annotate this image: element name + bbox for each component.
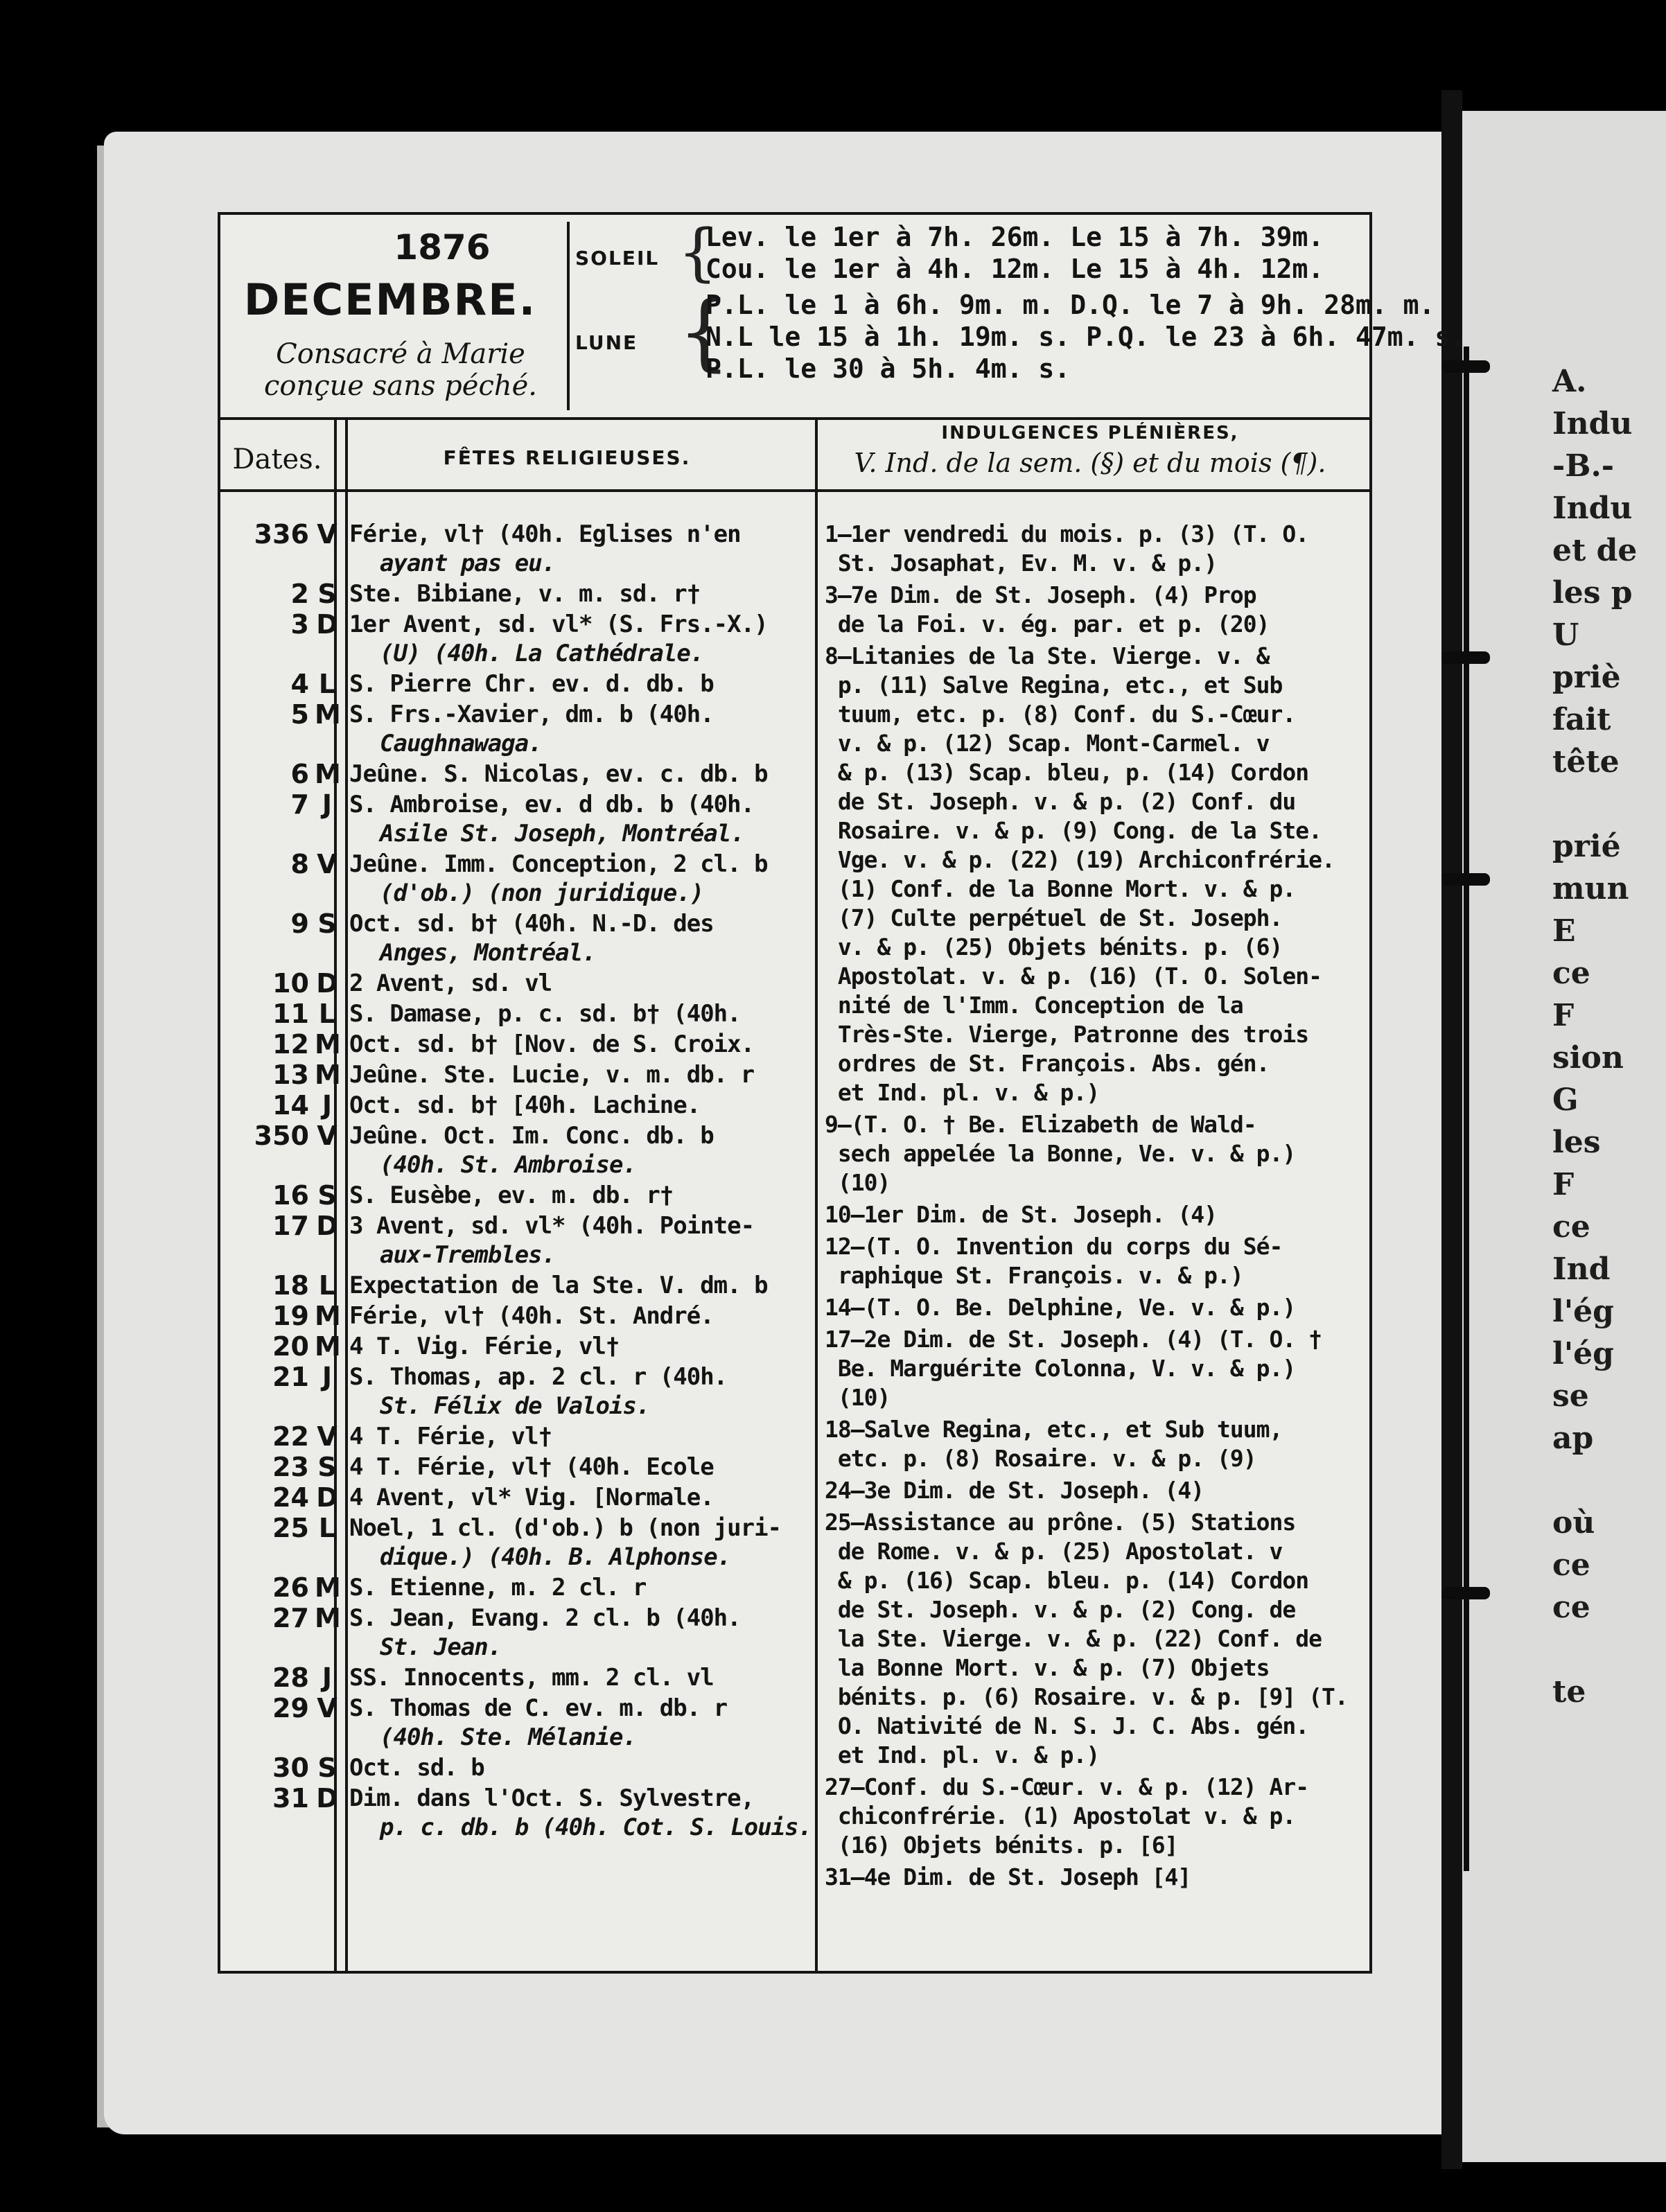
day-number: 13 <box>272 1060 309 1090</box>
day-number: 3 <box>290 609 309 640</box>
day-number: 336 <box>254 519 309 550</box>
soleil-line: Lev. le 1er à 7h. 26m. Le 15 à 7h. 39m. <box>705 222 1324 252</box>
weekday-letter: M <box>315 1301 341 1331</box>
weekday-letter: V <box>317 1121 337 1151</box>
feast-text: S. Pierre Chr. ev. d. db. b <box>349 670 714 698</box>
feast-text: Jeûne. Oct. Im. Conc. db. b <box>349 1122 714 1150</box>
day-number: 25 <box>272 1513 309 1543</box>
column-header-rule <box>220 489 1369 492</box>
weekday-letter: D <box>316 1783 338 1814</box>
indulgence-entry: 12—(T. O. Invention du corps du Sé- raphique St. François. v. & p.) <box>825 1233 1283 1289</box>
feast-text-continued: Asile St. Joseph, Montréal. <box>380 820 744 848</box>
feast-text: Jeûne. Imm. Conception, 2 cl. b <box>349 850 768 878</box>
lune-line: N.L le 15 à 1h. 19m. s. P.Q. le 23 à 6h. 47m. s. <box>705 322 1467 352</box>
feast-text: S. Jean, Evang. 2 cl. b (40h. <box>349 1604 741 1632</box>
feast-text: Oct. sd. b† [40h. Lachine. <box>349 1091 701 1119</box>
feast-text: 4 T. Férie, vl† <box>349 1423 552 1450</box>
binding-clip <box>1441 360 1490 373</box>
indulgence-entry: 25—Assistance au prône. (5) Stations de Rome. v. & p. (25) Apostolat. v & p. (16) Scap. bleu. p. (14) Cordon de St. Joseph. v. & p. (2) Cong. de la Ste. Vierge. v. & p. (22) Conf. de la Bonne Mort. v. & p. (7) Objets bénits. p. (6) Rosaire. v. & p. [9] (T. O. Nativité de N. S. J. C. Abs. gén. et Ind. pl. v. & p.) <box>825 1509 1348 1768</box>
feast-text: Jeûne. S. Nicolas, ev. c. db. b <box>349 760 768 788</box>
indulgence-entry: 27—Conf. du S.-Cœur. v. & p. (12) Ar- chiconfrérie. (1) Apostolat v. & p. (16) Objets bénits. p. [6] <box>825 1773 1309 1859</box>
month-title: DECEMBRE. <box>243 274 537 325</box>
day-number: 18 <box>272 1270 309 1301</box>
brace-icon: { <box>678 284 731 380</box>
day-number: 21 <box>272 1362 309 1392</box>
feast-text: S. Frs.-Xavier, dm. b (40h. <box>349 701 714 728</box>
day-number: 6 <box>290 759 309 789</box>
weekday-letter: M <box>315 1603 341 1633</box>
feast-text: S. Thomas de C. ev. m. db. r <box>349 1694 728 1722</box>
feast-text: S. Etienne, m. 2 cl. r <box>349 1574 647 1601</box>
day-number: 31 <box>272 1783 309 1814</box>
feast-text-continued: aux-Trembles. <box>380 1241 556 1269</box>
feast-text-continued: (40h. St. Ambroise. <box>380 1151 636 1179</box>
feast-text-continued: (d'ob.) (non juridique.) <box>380 879 704 907</box>
weekday-letter: J <box>322 1362 333 1392</box>
day-number: 26 <box>272 1572 309 1603</box>
month-dedication: Consacré à Marie conçue sans péché. <box>263 338 537 402</box>
feast-text: SS. Innocents, mm. 2 cl. vl <box>349 1664 714 1692</box>
feast-text-continued: (U) (40h. La Cathédrale. <box>380 640 704 667</box>
feast-text-continued: p. c. db. b (40h. Cot. S. Louis. <box>380 1814 812 1841</box>
weekday-letter: J <box>322 789 333 820</box>
binding-clip <box>1441 651 1490 664</box>
feast-text: 4 Avent, vl* Vig. [Normale. <box>349 1484 714 1511</box>
feast-text: S. Thomas, ap. 2 cl. r (40h. <box>349 1363 728 1391</box>
feast-text: 4 T. Vig. Férie, vl† <box>349 1333 620 1360</box>
lune-line: P.L. le 1 à 6h. 9m. m. D.Q. le 7 à 9h. 28m. m. <box>705 290 1435 320</box>
feast-text: 4 T. Férie, vl† (40h. Ecole <box>349 1453 714 1481</box>
weekday-letter: L <box>318 669 336 699</box>
indulgence-entry: 3—7e Dim. de St. Joseph. (4) Prop de la Foi. v. ég. par. et p. (20) <box>825 581 1270 638</box>
indulgences-column-header: INDULGENCES PLÉNIÈRES, <box>941 423 1239 444</box>
indulgence-entry: 9—(T. O. † Be. Elizabeth de Wald- sech appelée la Bonne, Ve. v. & p.) (10) <box>825 1111 1296 1196</box>
dates-column-header: Dates. <box>232 444 322 475</box>
day-number: 11 <box>272 999 309 1029</box>
weekday-letter: S <box>317 579 337 609</box>
feast-text: Oct. sd. b† (40h. N.-D. des <box>349 910 714 938</box>
binding-gutter <box>1441 90 1462 2169</box>
indulgence-entry: 31—4e Dim. de St. Joseph [4] <box>825 1863 1191 1890</box>
lune-label: LUNE <box>575 331 638 354</box>
day-number: 27 <box>272 1603 309 1633</box>
day-number: 23 <box>272 1452 309 1482</box>
feast-text: Férie, vl† (40h. Eglises n'en <box>349 520 741 548</box>
indulgence-entry: 10—1er Dim. de St. Joseph. (4) <box>825 1201 1218 1228</box>
column-divider <box>815 420 818 1971</box>
day-number: 10 <box>272 968 309 999</box>
feast-text-continued: Anges, Montréal. <box>380 939 596 967</box>
feast-text: 2 Avent, sd. vl <box>349 969 552 997</box>
indulgence-entry: 17—2e Dim. de St. Joseph. (4) (T. O. † Be. Marguérite Colonna, V. v. & p.) (10) <box>825 1326 1322 1411</box>
indulgence-entry: 8—Litanies de la Ste. Vierge. v. & p. (11) Salve Regina, etc., et Sub tuum, etc. p. (8) Conf. du S.-Cœur. v. & p. (12) Scap. Mont-Carmel. v & p. (13) Scap. bleu, p. (14) Cordon de St. Joseph. v. & p. (2) Conf. du Rosaire. v. & p. (9) Cong. de la Ste. Vge. v. & p. (22) (19) Archiconfrérie. (1) Conf. de la Bonne Mort. v. & p. (7) Culte perpétuel de St. Joseph. v. & p. (25) Objets bénits. p. (6) Apostolat. v. & p. (16) (T. O. Solen- nité de l'Imm. Conception de la Très-Ste. Vierge, Patronne des trois ordres de St. François. Abs. gén. et Ind. pl. v. & p.) <box>825 642 1335 1106</box>
day-number: 20 <box>272 1331 309 1362</box>
weekday-letter: S <box>317 1180 337 1211</box>
indulgence-entry: 24—3e Dim. de St. Joseph. (4) <box>825 1477 1204 1504</box>
indulgences-column-subheader: V. Ind. de la sem. (§) et du mois (¶). <box>854 448 1326 478</box>
binding-clip <box>1441 873 1490 886</box>
header-divider <box>567 222 570 410</box>
day-number: 22 <box>272 1421 309 1452</box>
weekday-letter: M <box>315 699 341 730</box>
calendar-header <box>220 215 1467 420</box>
day-number: 29 <box>272 1693 309 1723</box>
day-number: 8 <box>290 849 309 879</box>
day-number: 350 <box>254 1121 309 1151</box>
weekday-letter: M <box>315 1331 341 1362</box>
weekday-letter: V <box>317 849 337 879</box>
day-number: 19 <box>272 1301 309 1331</box>
weekday-letter: D <box>316 609 338 640</box>
feast-text-continued: Caughnawaga. <box>380 730 542 757</box>
weekday-letter: J <box>322 1090 333 1121</box>
weekday-letter: M <box>315 1572 341 1603</box>
indulgence-entry: 14—(T. O. Be. Delphine, Ve. v. & p.) <box>825 1294 1296 1321</box>
year: 1876 <box>394 227 491 267</box>
feast-text: 3 Avent, sd. vl* (40h. Pointe- <box>349 1212 755 1240</box>
day-number: 14 <box>272 1090 309 1121</box>
indulgence-entry: 1—1er vendredi du mois. p. (3) (T. O. St. Josaphat, Ev. M. v. & p.) <box>825 520 1309 577</box>
feast-text: Noel, 1 cl. (d'ob.) b (non juri- <box>349 1514 782 1542</box>
weekday-letter: V <box>317 519 337 550</box>
soleil-label: SOLEIL <box>575 247 660 270</box>
binding-clip <box>1441 1587 1490 1599</box>
weekday-letter: V <box>317 1421 337 1452</box>
day-number: 30 <box>272 1753 309 1783</box>
feast-text: Dim. dans l'Oct. S. Sylvestre, <box>349 1784 755 1812</box>
weekday-letter: M <box>315 1060 341 1090</box>
indulgence-list <box>825 520 1365 1895</box>
feast-text: Oct. sd. b <box>349 1754 484 1782</box>
weekday-letter: D <box>316 968 338 999</box>
feast-text-continued: (40h. Ste. Mélanie. <box>380 1723 636 1751</box>
weekday-letter: J <box>322 1662 333 1693</box>
weekday-letter: V <box>317 1693 337 1723</box>
binding-thread <box>1464 346 1469 1871</box>
weekday-letter: S <box>317 1753 337 1783</box>
weekday-letter: M <box>315 1029 341 1060</box>
day-number: 9 <box>290 909 309 939</box>
indulgence-entry: 18—Salve Regina, etc., et Sub tuum, etc. p. (8) Rosaire. v. & p. (9) <box>825 1416 1283 1472</box>
day-number: 17 <box>272 1211 309 1241</box>
feast-text: S. Damase, p. c. sd. b† (40h. <box>349 1000 741 1028</box>
fetes-column-header: FÊTES RELIGIEUSES. <box>443 446 691 469</box>
weekday-letter: M <box>315 759 341 789</box>
feast-text-continued: St. Jean. <box>380 1633 502 1661</box>
weekday-letter: L <box>318 999 336 1029</box>
column-divider <box>345 420 348 1971</box>
facing-page-text: A. Indu -B.- Indu et de les p U priè fait tête prié mun E ce F sion G les F ce Ind l'ég l'ég se ap où ce ce te <box>1552 364 1638 1710</box>
feast-text: Ste. Bibiane, v. m. sd. r† <box>349 580 701 608</box>
weekday-letter: L <box>318 1270 336 1301</box>
day-number: 5 <box>290 699 309 730</box>
feast-text-continued: ayant pas eu. <box>380 550 556 577</box>
day-number: 12 <box>272 1029 309 1060</box>
feast-text: S. Eusèbe, ev. m. db. r† <box>349 1182 674 1209</box>
soleil-line: Cou. le 1er à 4h. 12m. Le 15 à 4h. 12m. <box>705 254 1324 284</box>
feast-text: Expectation de la Ste. V. dm. b <box>349 1272 768 1299</box>
day-number: 28 <box>272 1662 309 1693</box>
calendar-frame <box>218 212 1467 1974</box>
weekday-letter: D <box>316 1482 338 1513</box>
weekday-letter: S <box>317 1452 337 1482</box>
day-number: 24 <box>272 1482 309 1513</box>
day-number: 2 <box>290 579 309 609</box>
feast-text: 1er Avent, sd. vl* (S. Frs.-X.) <box>349 611 768 638</box>
weekday-letter: S <box>317 909 337 939</box>
feast-text: Oct. sd. b† [Nov. de S. Croix. <box>349 1030 755 1058</box>
day-number: 16 <box>272 1180 309 1211</box>
day-number: 7 <box>290 789 309 820</box>
feast-text: Jeûne. Ste. Lucie, v. m. db. r <box>349 1061 755 1089</box>
feast-text: Férie, vl† (40h. St. André. <box>349 1302 714 1330</box>
feast-text: S. Ambroise, ev. d db. b (40h. <box>349 791 755 818</box>
lune-line: P.L. le 30 à 5h. 4m. s. <box>705 353 1071 384</box>
weekday-letter: D <box>316 1211 338 1241</box>
feast-text-continued: dique.) (40h. B. Alphonse. <box>380 1543 731 1571</box>
feast-text-continued: St. Félix de Valois. <box>380 1392 650 1420</box>
weekday-letter: L <box>318 1513 336 1543</box>
day-number: 4 <box>290 669 309 699</box>
brace-icon: { <box>678 216 718 289</box>
